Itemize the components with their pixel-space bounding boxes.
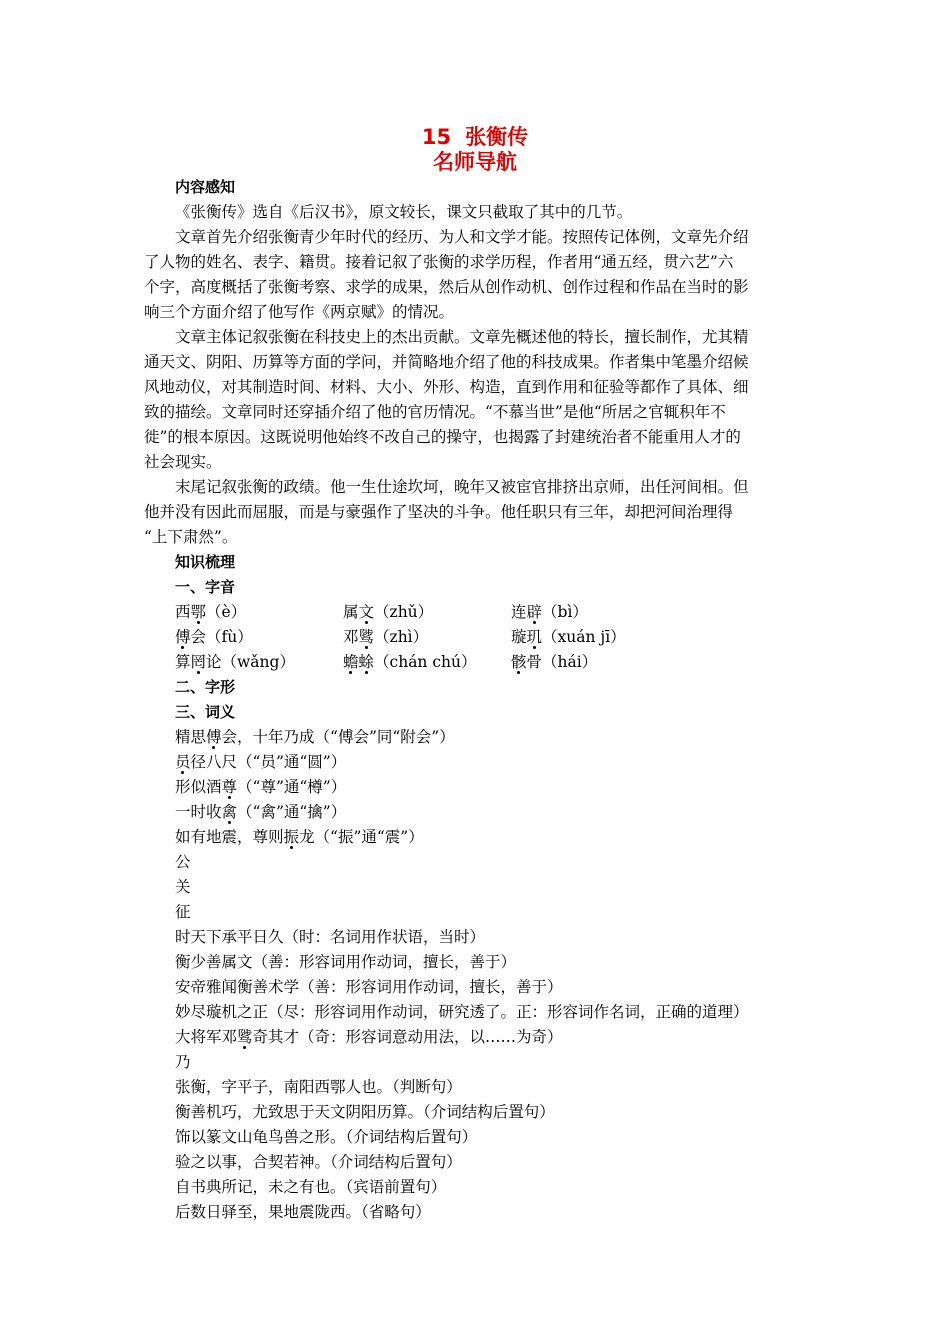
text-segment: 龙（“振”通“震”） <box>299 828 424 846</box>
lesson-title <box>0 125 950 149</box>
text-segment: 张衡，字平子，南阳西鄂人也。（判断句） <box>175 1078 462 1096</box>
paragraph-line: 社会现实。 <box>144 453 222 471</box>
content-body <box>144 175 815 1225</box>
dotted-character: 骘 <box>358 628 375 646</box>
text-segment: 形似酒 <box>175 778 222 796</box>
dotted-character: 玑 <box>526 628 543 646</box>
pron-item <box>511 600 711 625</box>
text-segment: （zhǔ） <box>374 603 434 621</box>
lesson-subtitle: 名师导航 <box>433 150 517 174</box>
text-segment: 安帝雅闻衡善术学（善：形容词用作动词，擅长，善于） <box>175 978 563 996</box>
meaning-line <box>175 850 815 875</box>
meaning-line <box>175 1000 815 1025</box>
dotted-character: 鄂 <box>190 603 207 621</box>
dotted-character: 文 <box>358 603 375 621</box>
meaning-heading: 三、词义 <box>175 703 236 721</box>
meaning-line <box>175 1125 815 1150</box>
dotted-character: 傅 <box>175 628 191 646</box>
text-segment: 如有地震，尊则 <box>175 828 284 846</box>
text-segment: 属 <box>343 603 359 621</box>
meaning-list <box>175 725 815 1225</box>
text-segment: 时天下承平日久（时：名词用作状语，当时） <box>175 928 486 946</box>
dotted-character: 骘 <box>237 1028 253 1046</box>
text-segment: 璇 <box>511 628 527 646</box>
text-segment: 会（fù） <box>190 628 253 646</box>
meaning-line <box>175 1200 815 1225</box>
text-segment: 径八尺（“员”通“圆”） <box>190 753 347 771</box>
text-segment: 论（wǎng） <box>206 653 295 671</box>
text-segment: 公 <box>175 853 191 871</box>
knowledge-heading: 知识梳理 <box>175 553 236 571</box>
text-segment: 征 <box>175 903 191 921</box>
dotted-character: 傅 <box>206 728 222 746</box>
text-segment: （“禽”通“擒”） <box>237 803 347 821</box>
dotted-character: 骸 <box>511 653 527 671</box>
meaning-line <box>175 1075 815 1100</box>
text-segment: 西 <box>175 603 191 621</box>
text-segment: 会，十年乃成（“傅会”同“附会”） <box>221 728 455 746</box>
text-segment: （xuán jī） <box>542 628 626 646</box>
dotted-character: 罔 <box>190 653 207 671</box>
lesson-number: 15 <box>421 125 452 149</box>
meaning-line <box>175 1100 815 1125</box>
text-segment: 骨（hái） <box>526 653 598 671</box>
paragraph-line: 文章主体记叙张衡在科技史上的杰出贡献。文章先概述他的特长，擅长制作，尤其精 <box>175 328 749 346</box>
text-segment: （zhì） <box>374 628 429 646</box>
text-segment: 后数日驿至，果地震陇西。（省略句） <box>175 1203 431 1221</box>
meaning-line <box>175 800 815 825</box>
dotted-character: 蟾蜍 <box>343 653 375 671</box>
pron-item <box>343 625 511 650</box>
text-segment: （bì） <box>542 603 588 621</box>
paragraph-line: 致的描绘。文章同时还穿插介绍了他的官历情况。“不慕当世”是他“所居之官辄积年不 <box>144 403 726 421</box>
dotted-character: 尊 <box>221 778 238 796</box>
paragraph-line: 文章首先介绍张衡青少年时代的经历、为人和文学才能。按照传记体例，文章先介绍 <box>175 228 749 246</box>
meaning-line <box>175 1050 815 1075</box>
text-segment: 一时收 <box>175 803 222 821</box>
text-segment: 乃 <box>175 1053 191 1071</box>
text-segment: 验之以事，合契若神。（介词结构后置句） <box>175 1153 462 1171</box>
pron-item <box>343 650 511 675</box>
paragraph-line: 徙”的根本原因。这既说明他始终不改自己的操守，也揭露了封建统治者不能重用人才的 <box>144 428 741 446</box>
paragraph-line: “上下肃然”。 <box>144 528 238 546</box>
text-segment: 关 <box>175 878 191 896</box>
text-segment: 奇其才（奇：形容词意动用法，以……为奇） <box>252 1028 563 1046</box>
meaning-line <box>175 1175 815 1200</box>
meaning-line <box>175 750 815 775</box>
text-segment: 饰以篆文山龟鸟兽之形。（介词结构后置句） <box>175 1128 478 1146</box>
text-segment: 算 <box>175 653 191 671</box>
dotted-character: 员 <box>175 753 191 771</box>
meaning-line <box>175 1150 815 1175</box>
meaning-line <box>175 950 815 975</box>
pron-item <box>511 625 711 650</box>
pron-heading: 一、字音 <box>175 578 236 596</box>
lesson-name: 张衡传 <box>465 125 529 149</box>
text-segment: 精思 <box>175 728 207 746</box>
meaning-line <box>175 725 815 750</box>
pronunciation-grid <box>175 600 815 675</box>
text-segment: 连 <box>511 603 527 621</box>
pron-item <box>175 650 343 675</box>
meaning-line <box>175 875 815 900</box>
text-segment: 邓 <box>343 628 359 646</box>
pron-item <box>175 600 343 625</box>
text-segment: 衡少善属文（善：形容词用作动词，擅长，善于） <box>175 953 517 971</box>
paragraph-line: 风地动仪，对其制造时间、材料、大小、外形、构造，直到作用和征验等都作了具体、细 <box>144 378 749 396</box>
dotted-character: 振 <box>283 828 300 846</box>
pron-item <box>343 600 511 625</box>
text-segment: 妙尽璇机之正（尽：形容词用作动词，研究透了。正：形容词作名词，正确的道理） <box>175 1003 749 1021</box>
text-segment: （chán chú） <box>374 653 477 671</box>
paragraph-line: 通天文、阴阳、历算等方面的学问，并简略地介绍了他的科技成果。作者集中笔墨介绍候 <box>144 353 749 371</box>
text-segment: （“尊”通“樽”） <box>237 778 347 796</box>
dotted-character: 禽 <box>221 803 238 821</box>
pron-item <box>175 625 343 650</box>
text-segment: 自书典所记，未之有也。（宾语前置句） <box>175 1178 447 1196</box>
dotted-character: 辟 <box>526 603 543 621</box>
paragraph-line: 《张衡传》选自《后汉书》，原文较长，课文只截取了其中的几节。 <box>175 203 633 221</box>
paragraphs <box>144 200 815 550</box>
meaning-line <box>175 925 815 950</box>
paragraph-line: 末尾记叙张衡的政绩。他一生仕途坎坷，晚年又被宦官排挤出京师，出任河间相。但 <box>175 478 749 496</box>
meaning-line <box>175 900 815 925</box>
paragraph-line: 个字，高度概括了张衡考察、求学的成果，然后从创作动机、创作过程和作品在当时的影 <box>144 278 749 296</box>
meaning-line <box>175 825 815 850</box>
pron-item <box>511 650 711 675</box>
meaning-line <box>175 1025 815 1050</box>
content-heading: 内容感知 <box>175 178 236 196</box>
paragraph-line: 了人物的姓名、表字、籍贯。接着记叙了张衡的求学历程，作者用“通五经，贯六艺”六 <box>144 253 734 271</box>
paragraph-line: 他并没有因此而屈服，而是与豪强作了坚决的斗争。他任职只有三年，却把河间治理得 <box>144 503 734 521</box>
text-segment: 大将军邓 <box>175 1028 238 1046</box>
text-segment: （è） <box>206 603 247 621</box>
meaning-line <box>175 975 815 1000</box>
paragraph-line: 响三个方面介绍了他写作《两京赋》的情况。 <box>144 303 455 321</box>
meaning-line <box>175 775 815 800</box>
form-heading: 二、字形 <box>175 678 236 696</box>
text-segment: 衡善机巧，尤致思于天文阴阳历算。（介词结构后置句） <box>175 1103 555 1121</box>
